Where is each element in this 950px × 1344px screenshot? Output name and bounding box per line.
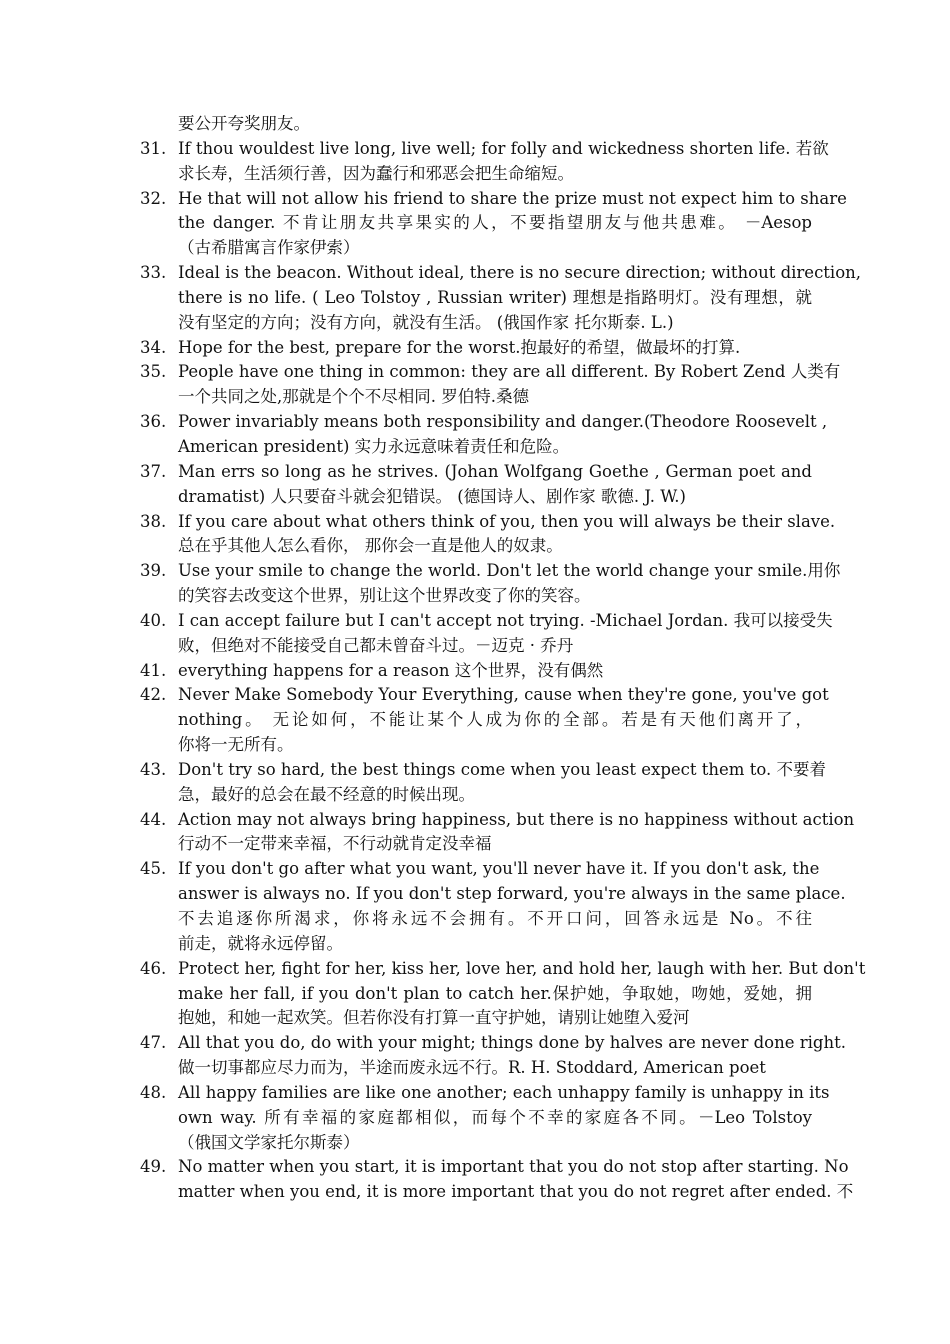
quote-number: 38. <box>140 511 167 531</box>
quote-item <box>140 609 833 659</box>
quote-text-line: 你将一无所有。 <box>178 735 294 755</box>
quote-text-line: 不去追逐你所渴求，你将永远不会拥有。不开口问，回答永远是 No。不往 <box>178 909 812 928</box>
quote-number: 42. <box>140 685 167 705</box>
quote-item <box>140 137 829 187</box>
quote-number: 49. <box>140 1157 167 1177</box>
quote-text-line: Protect her, fight for her, kiss her, love her, and hold her, laugh with her. But don't <box>178 958 866 978</box>
quote-item <box>140 1155 854 1205</box>
quote-text-line: Never Make Somebody Your Everything, cause when they're gone, you've got <box>178 685 829 705</box>
quote-text-line: 急，最好的总会在最不经意的时候出现。 <box>178 784 475 804</box>
quote-number: 37. <box>140 461 167 481</box>
quote-item <box>140 808 855 858</box>
quote-list <box>140 112 866 1205</box>
quote-text-line: （俄国文学家托尔斯泰） <box>178 1132 360 1152</box>
quote-text-line: He that will not allow his friend to share the prize must not expect him to share <box>178 188 847 208</box>
quote-text-line: Man errs so long as he strives. (Johan Wolfgang Goethe , German poet and <box>178 461 812 481</box>
quote-item <box>140 559 841 609</box>
quote-item <box>140 758 826 808</box>
quote-text-line: American president) 实力永远意味着责任和危险。 <box>178 436 570 456</box>
quote-number: 33. <box>140 263 167 283</box>
quote-text-line: there is no life. ( Leo Tolstoy , Russian writer) 理想是指路明灯。没有理想，就 <box>178 287 812 307</box>
quote-text-line: I can accept failure but I can't accept not trying. -Michael Jordan. 我可以接受失 <box>178 610 833 630</box>
quote-text-line: 的笑容去改变这个世界，别让这个世界改变了你的笑容。 <box>178 586 591 606</box>
quote-text-line: If you don't go after what you want, you'll never have it. If you don't ask, the <box>178 859 820 879</box>
quote-text-line: 前走，就将永远停留。 <box>178 933 343 953</box>
quote-text-line: Don't try so hard, the best things come when you least expect them to. 不要着 <box>178 759 826 779</box>
quote-text-line: everything happens for a reason 这个世界，没有偶然 <box>178 660 604 680</box>
quote-item <box>140 460 812 510</box>
quote-text-line: People have one thing in common: they are all different. By Robert Zend 人类有 <box>178 362 841 382</box>
quote-number: 36. <box>140 412 167 432</box>
quote-number: 45. <box>140 859 167 879</box>
quote-text-line: If thou wouldest live long, live well; for folly and wickedness shorten life. 若欲 <box>178 138 829 158</box>
quote-text-line: own way. 所有幸福的家庭都相似，而每个不幸的家庭各不同。－Leo Tolstoy <box>178 1107 812 1127</box>
quote-number: 44. <box>140 809 167 829</box>
quote-text-line: the danger. 不肯让朋友共享果实的人，不要指望朋友与他共患难。 －Aesop <box>178 213 812 233</box>
quote-number: 43. <box>140 759 167 779</box>
quote-text-line: 没有坚定的方向；没有方向，就没有生活。 (俄国作家 托尔斯泰. L.) <box>178 312 674 332</box>
quote-text-line: matter when you end, it is more important that you do not regret after ended. 不 <box>178 1182 854 1202</box>
quote-text-line: All that you do, do with your might; things done by halves are never done right. <box>178 1033 846 1053</box>
text-line: 要公开夸奖朋友。 <box>178 114 310 133</box>
quote-item <box>140 261 862 336</box>
quote-number: 47. <box>140 1033 167 1053</box>
quote-item <box>140 510 836 560</box>
quote-item <box>140 957 866 1032</box>
quote-text-line: 一个共同之处,那就是个个不尽相同. 罗伯特.桑德 <box>178 387 529 407</box>
quote-number: 40. <box>140 610 167 630</box>
quote-item <box>140 410 828 460</box>
continuation-text <box>140 112 812 137</box>
quote-text-line: Power invariably means both responsibility and danger.(Theodore Roosevelt , <box>178 412 828 432</box>
quote-text-line: 求长寿，生活须行善，因为蠢行和邪恶会把生命缩短。 <box>178 163 574 183</box>
quote-item <box>140 360 841 410</box>
quote-text-line: Hope for the best, prepare for the worst.抱最好的希望，做最坏的打算. <box>178 337 741 357</box>
quote-number: 41. <box>140 660 167 680</box>
quote-text-line: 行动不一定带来幸福，不行动就肯定没幸福 <box>178 834 492 854</box>
quote-text-line: dramatist) 人只要奋斗就会犯错误。 (德国诗人、剧作家 歌德. J. W.) <box>178 486 686 506</box>
quote-text-line: Use your smile to change the world. Don't let the world change your smile.用你 <box>178 561 841 581</box>
quote-number: 34. <box>140 337 167 357</box>
quote-text-line: Ideal is the beacon. Without ideal, there is no secure direction; without direction, <box>178 263 862 283</box>
quote-text-line: 败，但绝对不能接受自己都未曾奋斗过。－迈克 · 乔丹 <box>178 635 574 655</box>
quote-items <box>140 137 866 1205</box>
quote-item <box>140 683 829 758</box>
quote-text-line: make her fall, if you don't plan to catch her.保护她，争取她，吻她，爱她，拥 <box>178 983 812 1003</box>
quote-item <box>140 659 812 684</box>
quote-text-line: All happy families are like one another; each unhappy family is unhappy in its <box>178 1082 830 1102</box>
quote-text-line: Action may not always bring happiness, but there is no happiness without action <box>178 809 855 829</box>
quote-text-line: If you care about what others think of you, then you will always be their slave. <box>178 511 836 531</box>
quote-item <box>140 336 812 361</box>
quote-text-line: nothing。 无论如何，不能让某个人成为你的全部。若是有天他们离开了， <box>178 710 812 730</box>
quote-number: 46. <box>140 958 167 978</box>
quote-number: 48. <box>140 1082 167 1102</box>
quote-text-line: 做一切事都应尽力而为，半途而废永远不行。R. H. Stoddard, American poet <box>178 1058 766 1078</box>
quote-text-line: 抱她，和她一起欢笑。但若你没有打算一直守护她，请别让她堕入爱河 <box>178 1008 690 1028</box>
quote-text-line: （古希腊寓言作家伊索） <box>178 238 360 258</box>
quote-number: 31. <box>140 138 167 158</box>
quote-number: 35. <box>140 362 167 382</box>
quote-text-line: 总在乎其他人怎么看你， 那你会一直是他人的奴隶。 <box>178 536 563 556</box>
quote-text-line: answer is always no. If you don't step forward, you're always in the same place. <box>178 884 846 904</box>
quote-number: 39. <box>140 561 167 581</box>
quote-text-line: No matter when you start, it is important that you do not stop after starting. No <box>178 1157 849 1177</box>
quote-item <box>140 1081 830 1156</box>
quote-item <box>140 1031 846 1081</box>
quote-number: 32. <box>140 188 167 208</box>
quote-item <box>140 857 846 956</box>
quote-item <box>140 187 847 262</box>
